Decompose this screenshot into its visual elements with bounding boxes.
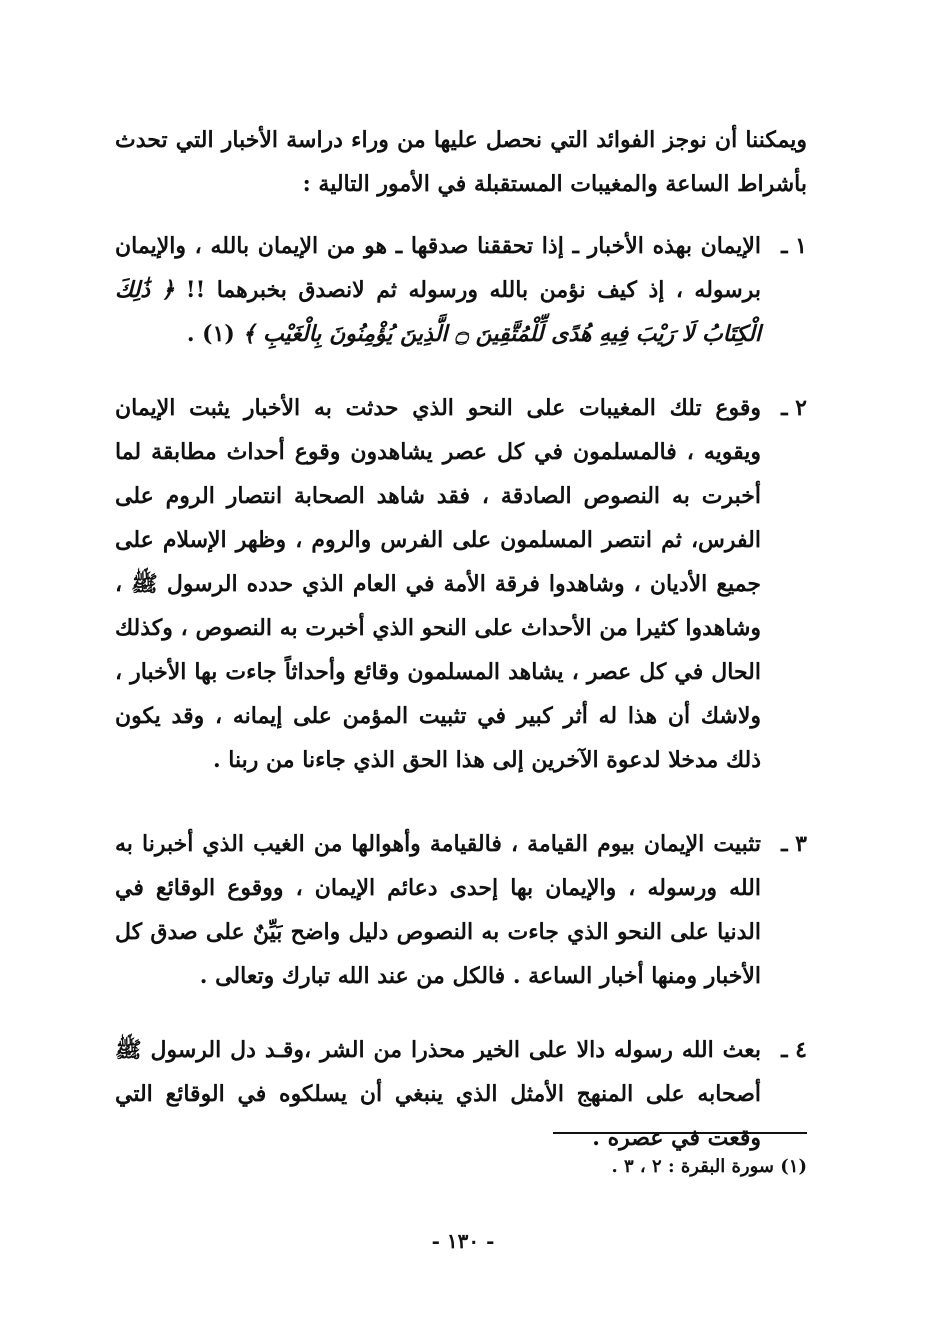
point-text	[115, 224, 761, 356]
point-1	[115, 224, 807, 356]
intro-paragraph: ويمكننا أن نوجز الفوائد التي نحصل عليها من وراء دراسة الأخبار التي تحدث بأشراط الساعة والمغيبات المستقبلة في الأمور التالية :	[115, 127, 807, 197]
point-3	[115, 822, 807, 998]
quran-verse: ﴿ ذَٰلِكَ الْكِتَابُ لَا رَيْبَ فِيهِ هُدًى لِّلْمُتَّقِينَ ۝ الَّذِينَ يُؤْمِنُونَ بِالْغَيْبِ ﴾	[115, 277, 761, 347]
point-text: بعث الله رسوله دالا على الخير محذرا من الشر ،وقـد دل الرسول ﷺ أصحابه على المنهج الأمثل الذي ينبغي أن يسلكوه في الوقائع التي وقعت في عصره .	[115, 1037, 761, 1151]
point-4	[115, 1028, 807, 1160]
page-number: - ١٣٠ -	[431, 1229, 495, 1253]
footnote-reference: (١) .	[186, 321, 235, 347]
point-2	[115, 386, 807, 782]
point-1-body: الإيمان بهذه الأخبار ـ إذا تحققنا صدقها ـ هو من الإيمان بالله ، والإيمان برسوله ، إذ كيف نؤمن بالله ورسوله ثم لانصدق بخبرهما !!	[115, 233, 761, 303]
point-text: وقوع تلك المغيبات على النحو الذي حدثت به الأخبار يثبت الإيمان ويقويه ، فالمسلمون في كل عصر يشاهدون وقوع أحداث مطابقة لما أخبرت به النصوص الصادقة ، فقد شاهد الصحابة انتصار الروم على الفرس، ثم انتصر المسلمون على الفرس والروم ، وظهر الإسلام على جميع الأديان ، وشاهدوا فرقة الأمة في العام الذي حدده الرسول ﷺ ، وشاهدوا كثيرا من الأحداث على النحو الذي أخبرت به النصوص ، وكذلك الحال في كل عصر ، يشاهد المسلمون وقائع وأحداثاً جاءت بها الأخبار ، ولاشك أن هذا له أثر كبير في تثبيت المؤمن على إيمانه ، وقد يكون ذلك مدخلا لدعوة الآخرين إلى هذا الحق الذي جاءنا من ربنا .	[115, 395, 761, 773]
point-number: ٣ ـ	[781, 831, 807, 857]
point-text: تثبيت الإيمان بيوم القيامة ، فالقيامة وأهوالها من الغيب الذي أخبرنا به الله ورسوله ، والإيمان بها إحدى دعائم الإيمان ، ووقوع الوقائع في الدنيا على النحو الذي جاءت به النصوص دليل واضح بَيِّنٌ على صدق كل الأخبار ومنها أخبار الساعة . فالكل من عند الله تبارك وتعالى .	[115, 831, 761, 989]
point-number: ٤ ـ	[781, 1037, 807, 1063]
footnote: (١) سورة البقرة : ٢ ، ٣ .	[611, 1156, 807, 1177]
point-number: ١ ـ	[781, 233, 807, 259]
point-number: ٢ ـ	[781, 395, 807, 421]
footnote-divider	[553, 1132, 807, 1134]
